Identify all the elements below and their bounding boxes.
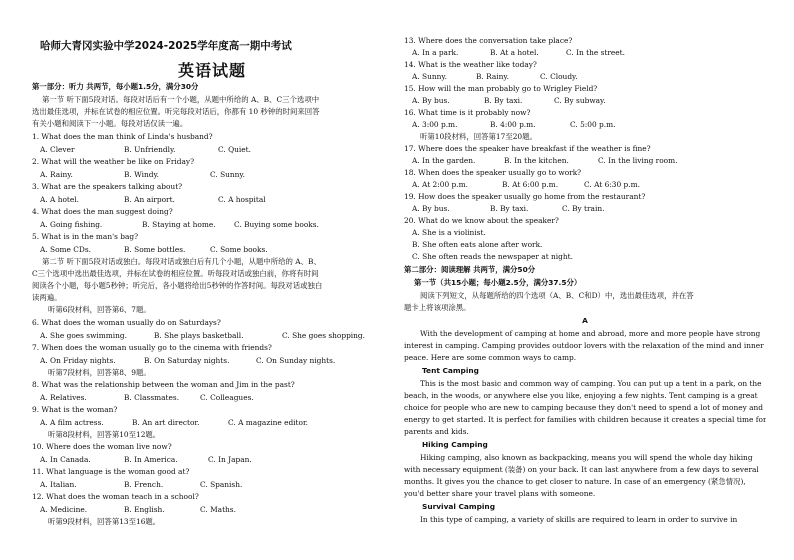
passage-text: parents and kids. [404,427,469,436]
question-text: 1. What does the man think of Linda's husband? [32,132,213,141]
question-text: 8. What was the relationship between the woman and Jim in the past? [32,380,295,389]
option-b[interactable]: B. An airport. [124,195,175,204]
question-text: 4. What does the man suggest doing? [32,207,173,216]
question-text: 2. What will the weather be like on Friday? [32,157,195,166]
part2-instructions: 阅读下列短文，从每题所给的四个选项（A、B、C和D）中，选出最佳选项，并在答 [420,291,694,300]
question-text: 10. Where does the woman live now? [32,442,172,451]
option-a[interactable]: A. Medicine. [40,505,88,514]
option-c[interactable]: C. In Japan. [208,455,252,464]
option-a[interactable]: A. Rainy. [40,170,73,179]
option-a[interactable]: A. On Friday nights. [40,356,116,365]
passage-text: months. It gives you the chance to get closer to nature. In case of an emergency (紧急情况), [404,477,746,486]
subject-title: 英语试题 [177,61,246,80]
option-a[interactable]: A. She is a violinist. [412,228,486,237]
passage-subheading: Survival Camping [422,502,495,511]
option-b[interactable]: B. Windy. [124,170,159,179]
option-b[interactable]: B. She plays basketball. [154,331,244,340]
passage-text: with necessary equipment (装备) on your back. It can last anywhere from a few days to several [404,465,759,474]
passage-subheading: Hiking Camping [422,440,488,449]
question-text: 14. What is the weather like today? [404,60,537,69]
question-text: 12. What does the woman teach in a school? [32,492,199,501]
passage-text: In this type of camping, a variety of skills are required to learn in order to survive in [420,515,738,524]
option-c[interactable]: C. Cloudy. [540,72,578,81]
option-b[interactable]: B. Unfriendly. [124,145,176,154]
option-a[interactable]: A. By bus. [412,204,450,213]
material-note: 听第7段材料，回答第8、9题。 [48,368,151,377]
option-a[interactable]: A. In a park. [412,48,459,57]
option-c[interactable]: C. She often reads the newspaper at night. [412,252,573,261]
passage-text: beach, in the woods, or anywhere else you like, enjoying a few nights. Tent camping is a great [404,391,758,400]
option-b[interactable]: B. Classmates. [124,393,180,402]
option-b[interactable]: B. Rainy. [476,72,509,81]
material-note: 听第8段材料，回答第10至12题。 [48,430,161,439]
option-c[interactable]: C. A hospital [218,195,266,204]
passage-subheading: Tent Camping [422,366,479,375]
passage-label: A [582,316,588,325]
option-b[interactable]: B. By taxi. [484,96,523,105]
option-b[interactable]: B. English. [124,505,165,514]
option-c[interactable]: C. By train. [562,204,605,213]
option-a[interactable]: A. Sunny. [412,72,447,81]
option-a[interactable]: A. 3:00 p.m. [412,120,458,129]
option-a[interactable]: A. At 2:00 p.m. [412,180,468,189]
passage-text: energy to get started. It is perfect for families with children because it creates a special time for [404,415,767,424]
option-a[interactable]: A. Going fishing. [40,220,103,229]
option-b[interactable]: B. At 6:00 p.m. [502,180,559,189]
section2-instructions: 第二节 听下面5段对话或独白。每段对话或独白后有几个小题，从题中所给的 A、B、 [42,257,321,266]
passage-text: you'd better share your travel plans with someone. [404,489,596,498]
option-c[interactable]: C. 5:00 p.m. [570,120,616,129]
option-c[interactable]: C. Buying some books. [234,220,319,229]
question-text: 11. What language is the woman good at? [32,467,190,476]
passage-text: choice for people who are new to camping because they don't need to spend a lot of money and [404,403,764,412]
option-a[interactable]: A. She goes swimming. [40,331,127,340]
option-c[interactable]: C. Some books. [210,245,268,254]
material-note: 听第9段材料，回答第13至16题。 [48,517,161,526]
section2-instructions: 阅读各个小题，每小题5秒钟；听完后，各小题将给出5秒钟的作答时间。每段对话或独白 [32,281,323,290]
question-text: 13. Where does the conversation take place? [404,36,573,45]
option-c[interactable]: C. On Sunday nights. [256,356,336,365]
option-b[interactable]: B. She often eats alone after work. [412,240,543,249]
option-a[interactable]: A. By bus. [412,96,450,105]
question-text: 5. What is in the man's bag? [32,232,139,241]
section2-instructions: C三个选项中选出最佳选项，并标在试卷的相应位置。听每段对话或独白前，你将有时间 [32,269,319,278]
option-a[interactable]: A. Relatives. [40,393,87,402]
passage-text: Hiking camping, also known as backpacking, means you will spend the whole day hiking [420,453,753,462]
option-c[interactable]: C. At 6:30 p.m. [584,180,640,189]
question-text: 7. When does the woman usually go to the cinema with friends? [32,343,272,352]
question-text: 6. What does the woman usually do on Saturdays? [32,318,221,327]
option-c[interactable]: C. A magazine editor. [228,418,309,427]
option-a[interactable]: A. A hotel. [40,195,79,204]
question-text: 18. When does the speaker usually go to work? [404,168,582,177]
option-c[interactable]: C. Maths. [200,505,236,514]
question-text: 19. How does the speaker usually go home from the restaurant? [404,192,646,201]
part2-section1-heading: 第一节（共15小题；每小题2.5分，满分37.5分） [414,278,582,287]
option-c[interactable]: C. In the living room. [598,156,678,165]
option-c[interactable]: C. Quiet. [218,145,251,154]
section1-instructions: 选出最佳选项，并标在试卷的相应位置。听完每段对话后，你都有 10 秒钟的时间来回答 [32,107,320,116]
option-b[interactable]: B. 4:00 p.m. [490,120,536,129]
option-a[interactable]: A. Clever [40,145,75,154]
school-title: 哈师大青冈实验中学2024-2025学年度高一期中考试 [40,40,292,52]
option-b[interactable]: B. An art director. [132,418,200,427]
option-b[interactable]: B. In America. [124,455,178,464]
option-c[interactable]: C. In the street. [566,48,625,57]
option-a[interactable]: A. A film actress. [40,418,104,427]
passage-text: peace. Here are some common ways to camp. [404,353,577,362]
material-note: 听第6段材料，回答第6、7题。 [48,305,151,314]
option-a[interactable]: A. In Canada. [40,455,91,464]
passage-text: interest in camping. Camping provides outdoor lovers with the relaxation of the mind and inner [404,341,764,350]
part2-heading: 第二部分：阅读理解 共两节，满分50分 [404,265,536,274]
option-b[interactable]: B. On Saturday nights. [144,356,230,365]
question-text: 16. What time is it probably now? [404,108,531,117]
option-b[interactable]: B. By taxi. [490,204,529,213]
option-a[interactable]: A. In the garden. [412,156,476,165]
question-text: 9. What is the woman? [32,405,118,414]
part1-heading: 第一部分：听力 共两节，每小题1.5分，满分30分 [32,82,199,91]
part2-instructions: 题卡上将该项涂黑。 [404,303,471,312]
question-text: 3. What are the speakers talking about? [32,182,183,191]
option-c[interactable]: C. She goes shopping. [282,331,365,340]
option-b[interactable]: B. Some bottles. [124,245,186,254]
question-text: 20. What do we know about the speaker? [404,216,559,225]
question-text: 17. Where does the speaker have breakfast if the weather is fine? [404,144,651,153]
option-b[interactable]: B. In the kitchen. [504,156,569,165]
option-c[interactable]: C. Colleagues. [200,393,254,402]
option-a[interactable]: A. Some CDs. [40,245,92,254]
option-b[interactable]: B. At a hotel. [490,48,539,57]
option-c[interactable]: C. By subway. [554,96,606,105]
question-text: 15. How will the man probably go to Wrigley Field? [404,84,598,93]
section1-instructions: 第一节 听下面5段对话。每段对话后有一个小题，从题中所给的 A、B、C三个选项中 [42,95,320,104]
material-note: 听第10段材料，回答第17至20题。 [420,132,537,141]
section2-instructions: 读两遍。 [32,293,62,302]
option-b[interactable]: B. French. [124,480,164,489]
option-c[interactable]: C. Spanish. [200,480,243,489]
option-a[interactable]: A. Italian. [40,480,77,489]
passage-text: With the development of camping at home and abroad, more and more people have strong [420,329,761,338]
option-c[interactable]: C. Sunny. [210,170,245,179]
section1-instructions: 有关小题和阅读下一小题。每段对话仅读一遍。 [32,119,188,128]
passage-text: This is the most basic and common way of camping. You can put up a tent in a park, on the [420,379,762,388]
option-b[interactable]: B. Staying at home. [142,220,216,229]
